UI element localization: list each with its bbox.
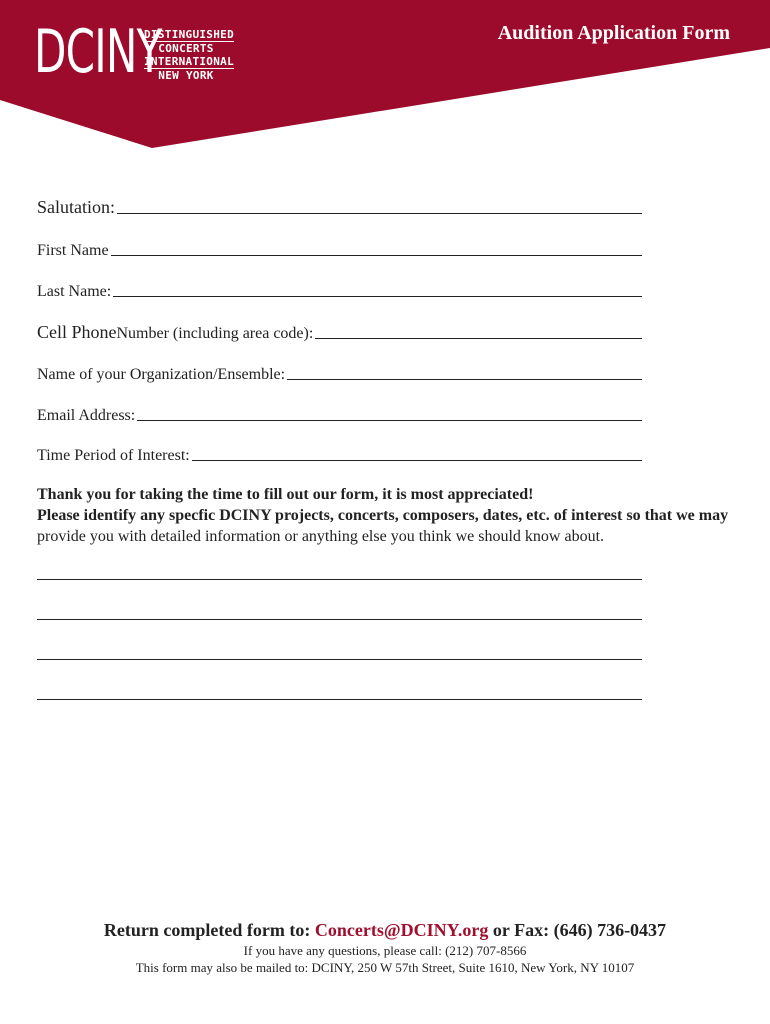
fax-text: or Fax: (646) 736-0437 — [488, 920, 667, 940]
cell-phone-label-rest: Number (including area code): — [116, 325, 314, 342]
logo-wordmark — [144, 28, 234, 82]
email-link[interactable]: Concerts@DCINY.org — [314, 920, 489, 940]
logo-line-1: DISTINGUISHED — [144, 28, 234, 41]
thanks-line: Thank you for taking the time to fill out our form, it is most appreciated! — [37, 486, 534, 503]
logo-line-3: INTERNATIONAL — [144, 55, 234, 68]
last-name-field[interactable] — [37, 277, 642, 301]
salutation-line[interactable] — [117, 212, 642, 214]
salutation-field[interactable] — [37, 194, 642, 218]
email-field[interactable] — [37, 401, 642, 425]
time-period-label: Time Period of Interest: — [37, 447, 190, 464]
logo-line-2: CONCERTS — [158, 42, 214, 55]
logo-line-4: NEW YORK — [158, 69, 214, 82]
cell-phone-field[interactable] — [37, 319, 642, 343]
comment-line-3[interactable] — [37, 659, 642, 660]
last-name-line[interactable] — [113, 295, 642, 297]
questions-text: If you have any questions, please call: (212) 707-8566 — [243, 943, 527, 958]
form-title: Audition Application Form — [497, 22, 730, 44]
salutation-label: Salutation: — [37, 197, 115, 217]
first-name-label: First Name — [37, 242, 109, 259]
comment-line-4[interactable] — [37, 699, 642, 700]
comment-line-2[interactable] — [37, 619, 642, 620]
provide-line: provide you with detailed information or anything else you think we should know about. — [37, 528, 605, 545]
first-name-field[interactable] — [37, 236, 642, 260]
organization-line[interactable] — [287, 378, 642, 380]
return-instructions — [0, 920, 770, 941]
return-prefix: Return completed form to: — [103, 920, 315, 940]
organization-label: Name of your Organization/Ensemble: — [37, 366, 286, 383]
first-name-line[interactable] — [111, 254, 642, 256]
email-label: Email Address: — [37, 407, 136, 424]
instructions-text — [37, 484, 737, 547]
dciny-logo: DCINY — [34, 17, 162, 87]
cell-phone-label-main: Cell Phone — [37, 322, 117, 342]
last-name-label: Last Name: — [37, 283, 112, 300]
mail-text: This form may also be mailed to: DCINY, 250 W 57th Street, Suite 1610, New York, NY 10107 — [135, 960, 635, 975]
comment-line-1[interactable] — [37, 579, 642, 580]
identify-line: Please identify any specfic DCINY projects, concerts, composers, dates, etc. of interest so that we may — [37, 507, 729, 524]
organization-field[interactable] — [37, 360, 642, 384]
cell-phone-line[interactable] — [315, 337, 642, 339]
time-period-line[interactable] — [192, 459, 642, 461]
email-line[interactable] — [137, 419, 642, 421]
time-period-field[interactable] — [37, 441, 642, 465]
